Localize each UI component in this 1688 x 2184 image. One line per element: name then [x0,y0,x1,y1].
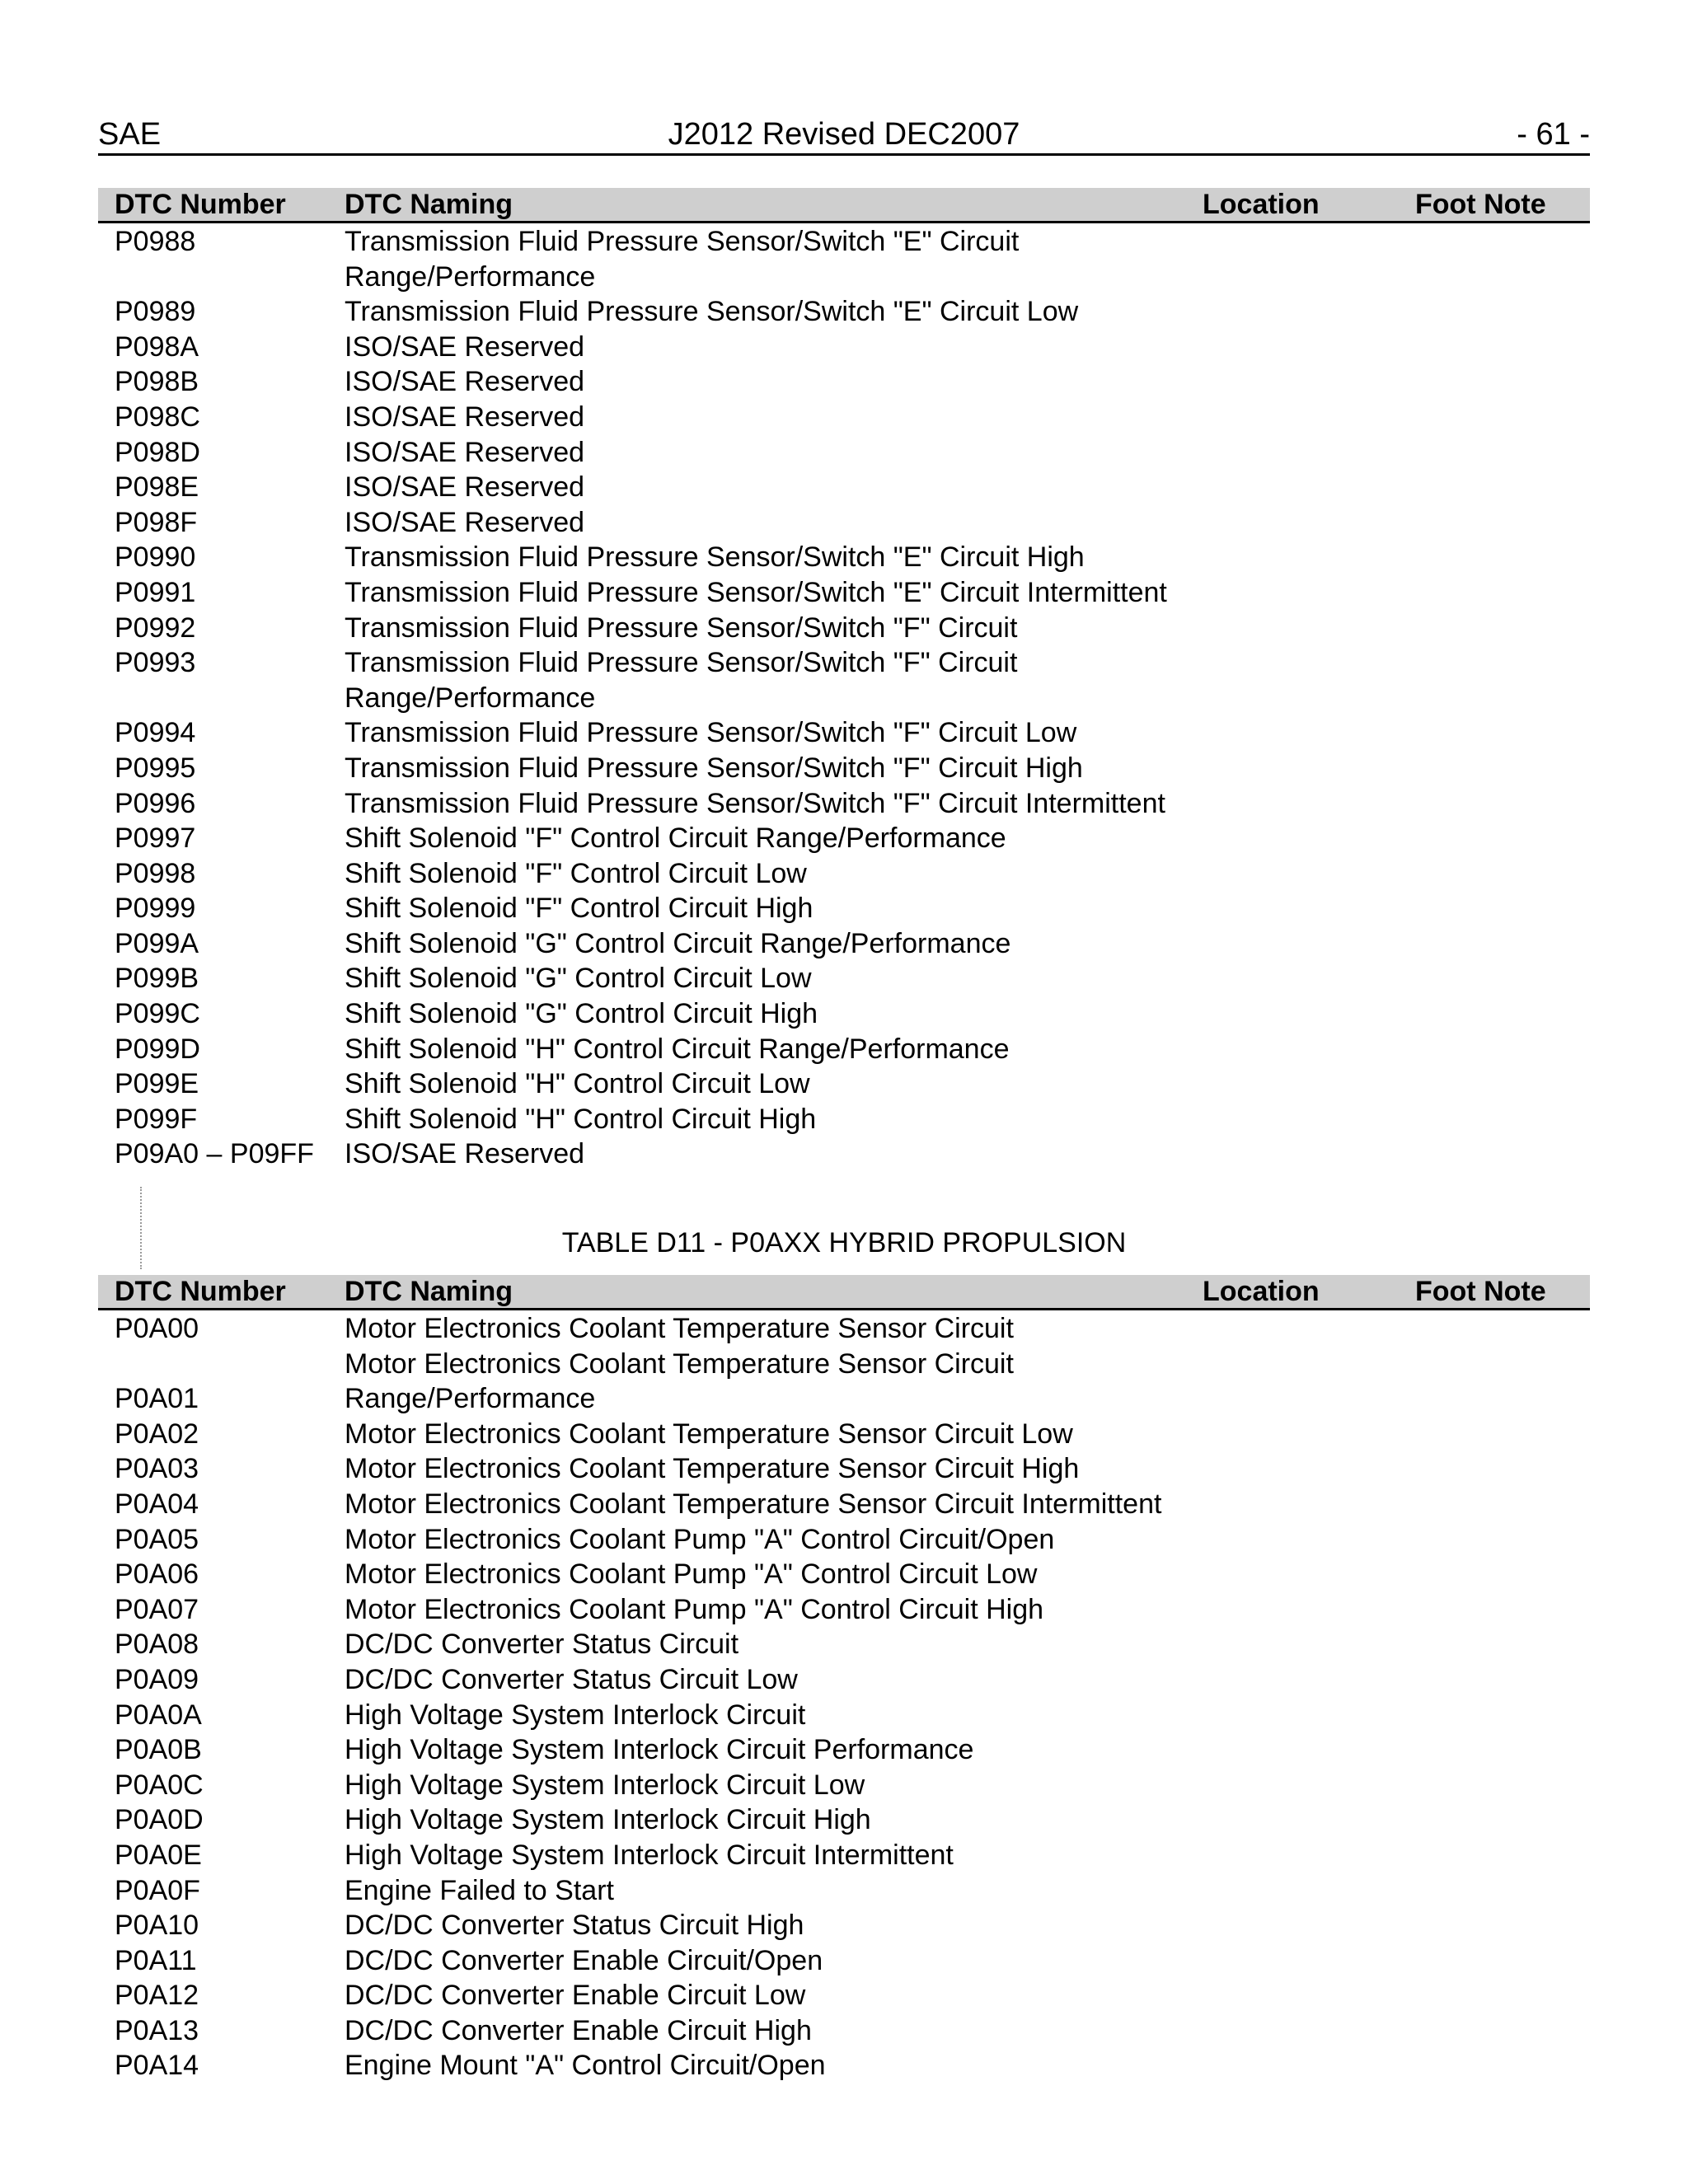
table-row [98,1066,1590,1102]
dtc-code: P098C [115,401,200,433]
table-row [98,891,1590,926]
dtc-description: Motor Electronics Coolant Temperature Sensor Circuit Low [345,1418,1073,1450]
dtc-code: P0A05 [115,1523,199,1555]
dtc-description: ISO/SAE Reserved [345,1138,585,1170]
column-header-dtc-number: DTC Number [115,1276,286,1307]
dtc-code: P098E [115,471,199,504]
table-row [98,1698,1590,1733]
table-row [98,1417,1590,1452]
table-row [98,1487,1590,1522]
dtc-description: Transmission Fluid Pressure Sensor/Switch "E" Circuit Intermittent [345,576,1167,608]
dtc-description: High Voltage System Interlock Circuit Intermittent [345,1839,954,1871]
dtc-description: Motor Electronics Coolant Pump "A" Control Circuit High [345,1593,1044,1625]
table-row [98,1908,1590,1943]
dtc-code: P098F [115,506,198,538]
dtc-description: Motor Electronics Coolant Pump "A" Control Circuit Low [345,1558,1038,1591]
dtc-code: P0A0F [115,1874,200,1906]
dtc-description: Shift Solenoid "H" Control Circuit High [345,1103,817,1135]
table2-header [98,1275,1590,1310]
table-row [98,400,1590,435]
dtc-code: P099F [115,1103,198,1135]
dtc-code: P098B [115,366,199,398]
header-page-number: - 61 - [1517,117,1590,152]
dtc-code: P0A12 [115,1980,199,2012]
column-header-foot-note: Foot Note [1415,189,1546,220]
table-row [98,1627,1590,1662]
dtc-description: ISO/SAE Reserved [345,506,585,538]
table-row [98,1137,1590,1172]
table2-body [98,1311,1590,2083]
dtc-code: P0A0A [115,1699,202,1731]
table-row [98,751,1590,786]
dtc-code: P0A09 [115,1663,199,1695]
dtc-code: P0A0C [115,1769,204,1801]
table-row [98,645,1590,715]
table-row [98,1102,1590,1137]
column-header-dtc-naming: DTC Naming [345,189,513,220]
dtc-description: ISO/SAE Reserved [345,436,585,468]
dtc-description: DC/DC Converter Enable Circuit/Open [345,1944,823,1976]
column-header-dtc-number: DTC Number [115,189,286,220]
table-row [98,926,1590,962]
dtc-code: P0A03 [115,1453,199,1485]
table-row [98,364,1590,400]
dtc-description: ISO/SAE Reserved [345,471,585,504]
dtc-code: P099D [115,1033,200,1065]
table-row [98,224,1590,294]
dtc-code: P0992 [115,612,196,644]
dtc-description: Motor Electronics Coolant Temperature Sensor Circuit Intermittent [345,1488,1162,1520]
header-organization: SAE [98,117,162,152]
table-row [98,1522,1590,1558]
dtc-description: Motor Electronics Coolant Temperature Sensor Circuit High [345,1453,1080,1485]
table-row [98,1802,1590,1838]
table-row [98,611,1590,646]
column-header-location: Location [1203,1276,1320,1307]
dtc-description: Motor Electronics Coolant Temperature Sensor Circuit [345,1313,1014,1344]
table-row [98,715,1590,751]
table-row [98,856,1590,892]
table-row [98,996,1590,1032]
page-header [98,115,1590,156]
dtc-description: ISO/SAE Reserved [345,366,585,398]
dtc-code: P0A01 [115,1383,199,1415]
table-row [98,294,1590,330]
dtc-code: P0A08 [115,1629,199,1661]
dtc-code: P0988 [115,226,196,257]
table-row [98,1943,1590,1979]
dtc-code: P0A0D [115,1804,204,1836]
dtc-description: Transmission Fluid Pressure Sensor/Switch "E" Circuit Low [345,296,1079,328]
dtc-code: P0A02 [115,1418,199,1450]
table-row [98,1662,1590,1698]
dtc-description: Transmission Fluid Pressure Sensor/Switch "F" Circuit [345,612,1018,644]
dtc-code: P0993 [115,647,196,679]
dtc-description: DC/DC Converter Status Circuit Low [345,1663,798,1695]
dtc-description: ISO/SAE Reserved [345,330,585,363]
dtc-description: High Voltage System Interlock Circuit High [345,1804,871,1836]
dtc-description: DC/DC Converter Enable Circuit Low [345,1980,806,2012]
dtc-code: P0996 [115,787,196,819]
table1-header [98,188,1590,223]
dtc-description: Shift Solenoid "H" Control Circuit Low [345,1068,810,1100]
column-header-dtc-naming: DTC Naming [345,1276,513,1307]
dtc-description: Transmission Fluid Pressure Sensor/Switch "F" Circuit Low [345,717,1077,749]
dtc-code: P0997 [115,823,196,855]
dtc-description: Motor Electronics Coolant Pump "A" Control Circuit/Open [345,1523,1055,1555]
column-header-location: Location [1203,189,1320,220]
dtc-description: DC/DC Converter Status Circuit [345,1629,739,1661]
dtc-description: Engine Failed to Start [345,1874,614,1906]
dtc-code: P0991 [115,576,196,608]
dtc-description: DC/DC Converter Enable Circuit High [345,2014,812,2046]
table-row [98,575,1590,611]
table-row [98,1451,1590,1487]
dtc-description: ISO/SAE Reserved [345,401,585,433]
dtc-description: High Voltage System Interlock Circuit Low [345,1769,865,1801]
table-row [98,435,1590,471]
dtc-code: P0A00 [115,1313,199,1344]
dtc-description: High Voltage System Interlock Circuit [345,1699,806,1731]
dtc-code: P0A07 [115,1593,199,1625]
table-row [98,1311,1590,1347]
dtc-code: P099B [115,963,199,995]
table-row [98,505,1590,541]
dtc-description: Transmission Fluid Pressure Sensor/Switch "F" Circuit Intermittent [345,787,1165,819]
table-row [98,2048,1590,2083]
table-row [98,1873,1590,1909]
dtc-code: P099A [115,927,199,959]
dtc-description: Shift Solenoid "G" Control Circuit Range/Performance [345,927,1011,959]
dtc-description: Transmission Fluid Pressure Sensor/Switch "E" Circuit Range/Performance [345,226,1020,293]
dtc-code: P0994 [115,717,196,749]
dtc-description: Transmission Fluid Pressure Sensor/Switch "E" Circuit High [345,541,1085,574]
dtc-description: Shift Solenoid "G" Control Circuit High [345,998,818,1030]
dtc-description: High Voltage System Interlock Circuit Performance [345,1734,974,1766]
table-row [98,1557,1590,1592]
dtc-description: DC/DC Converter Status Circuit High [345,1910,804,1942]
table-row [98,1732,1590,1768]
table-row [98,2013,1590,2049]
dtc-description: Shift Solenoid "F" Control Circuit Range/Performance [345,823,1006,855]
dtc-code: P0A10 [115,1910,199,1942]
dtc-code: P0A0B [115,1734,202,1766]
dtc-code: P0990 [115,541,196,574]
table-row [98,786,1590,822]
table1-body [98,224,1590,1172]
table-row [98,961,1590,996]
dtc-code: P0A0E [115,1839,202,1871]
dtc-code: P0989 [115,296,196,328]
table2-title: TABLE D11 - P0AXX HYBRID PROPULSION [561,1227,1127,1258]
table-row [98,1978,1590,2013]
dtc-description: Engine Mount "A" Control Circuit/Open [345,2050,826,2082]
dtc-code: P099C [115,998,200,1030]
dtc-code: P0A04 [115,1488,199,1520]
dtc-code: P098A [115,330,199,363]
dtc-code: P0998 [115,857,196,889]
header-document-id: J2012 Revised DEC2007 [668,117,1020,152]
column-header-foot-note: Foot Note [1415,1276,1546,1307]
dtc-code: P0995 [115,752,196,784]
dtc-code: P09A0 – P09FF [115,1138,314,1170]
dtc-code: P0A06 [115,1558,199,1591]
table-row [98,1592,1590,1628]
table-row [98,540,1590,575]
dtc-description: Transmission Fluid Pressure Sensor/Switch "F" Circuit High [345,752,1083,784]
dtc-description: Transmission Fluid Pressure Sensor/Switch "F" Circuit Range/Performance [345,647,1018,714]
dtc-description: Shift Solenoid "F" Control Circuit Low [345,857,807,889]
table-row [98,330,1590,365]
table-row [98,1347,1590,1417]
dtc-code: P0A11 [115,1944,197,1976]
dtc-code: P0999 [115,893,196,925]
table-row [98,821,1590,856]
dtc-code: P0A14 [115,2050,199,2082]
dtc-description: Shift Solenoid "H" Control Circuit Range/Performance [345,1033,1010,1065]
dtc-description: Shift Solenoid "G" Control Circuit Low [345,963,812,995]
dtc-code: P099E [115,1068,199,1100]
dtc-description: Shift Solenoid "F" Control Circuit High [345,893,814,925]
table-row [98,470,1590,505]
table-row [98,1032,1590,1067]
dtc-description: Motor Electronics Coolant Temperature Sensor Circuit Range/Performance [345,1347,1014,1415]
table-row [98,1768,1590,1803]
dtc-code: P098D [115,436,200,468]
table-row [98,1838,1590,1873]
dtc-code: P0A13 [115,2014,199,2046]
